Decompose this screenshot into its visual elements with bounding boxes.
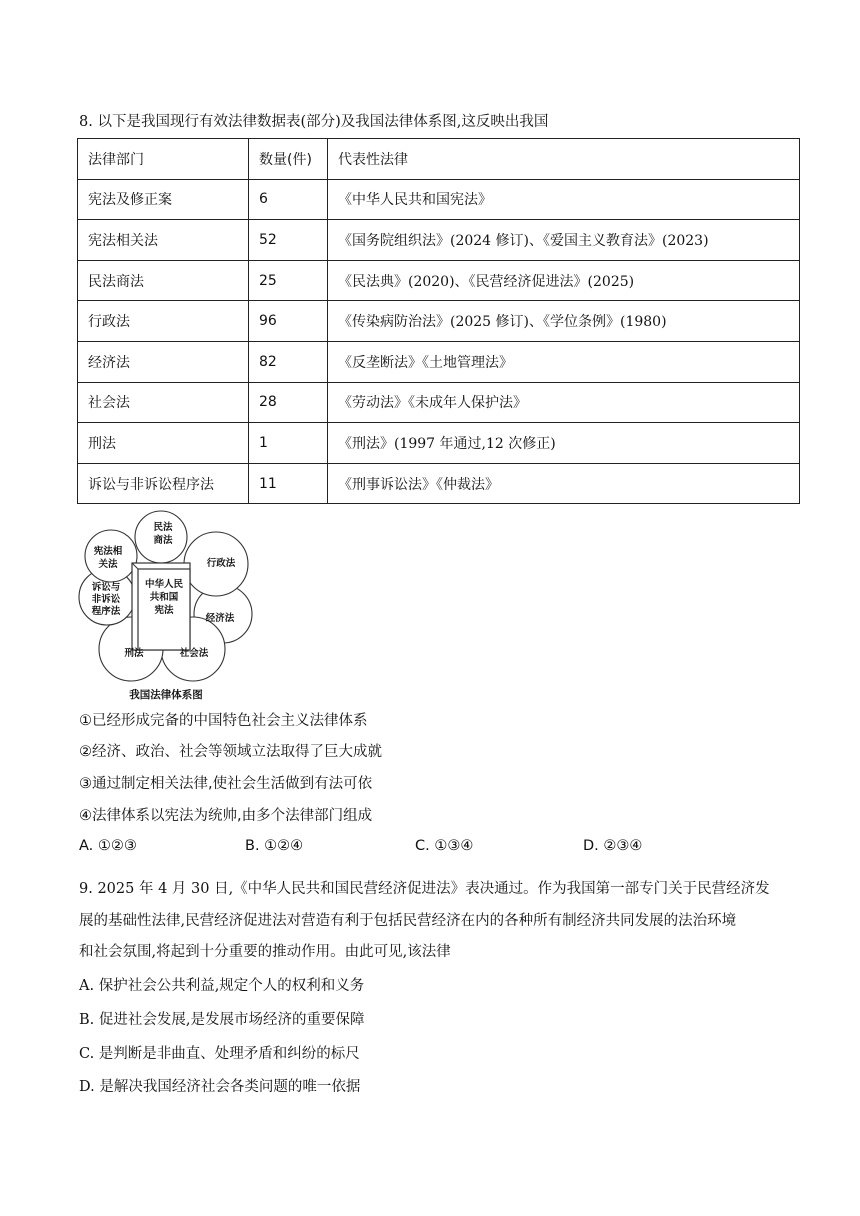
table-cell: 《民法典》(2020)、《民营经济促进法》(2025) — [328, 260, 800, 301]
table-cell: 1 — [249, 423, 328, 464]
header-cell: 数量(件) — [249, 139, 328, 180]
table-cell: 《刑事诉讼法》《仲裁法》 — [328, 463, 800, 504]
table-cell: 11 — [249, 463, 328, 504]
table-row — [78, 220, 800, 261]
table-cell: 25 — [249, 260, 328, 301]
table-cell: 刑法 — [78, 423, 249, 464]
table-cell: 民法商法 — [78, 260, 249, 301]
table-row — [78, 179, 800, 220]
table-row — [78, 301, 800, 342]
table-row — [78, 382, 800, 423]
table-cell: 《传染病防治法》(2025 修订)、《学位条例》(1980) — [328, 301, 800, 342]
table-row — [78, 463, 800, 504]
table-cell: 《刑法》(1997 年通过,12 次修正) — [328, 423, 800, 464]
petal-label-susong-2: 非诉讼 — [91, 594, 121, 605]
petal-label-minfa-1: 民法 — [153, 522, 173, 533]
q8-option-b: B. ①②④ — [245, 838, 304, 854]
header-cell: 代表性法律 — [328, 139, 800, 180]
q9-option-d: D. 是解决我国经济社会各类问题的唯一依据 — [79, 1079, 361, 1095]
table-row — [78, 341, 800, 382]
petal-label-susong-3: 程序法 — [91, 606, 121, 617]
table-cell: 《中华人民共和国宪法》 — [328, 179, 800, 220]
law-data-table — [77, 138, 800, 504]
table-row — [78, 423, 800, 464]
question-8-stem: 8. 以下是我国现行有效法律数据表(部分)及我国法律体系图,这反映出我国 — [79, 114, 549, 130]
statement-2: ②经济、政治、社会等领域立法取得了巨大成就 — [79, 744, 382, 760]
table-cell: 6 — [249, 179, 328, 220]
book-label-line2: 共和国 — [149, 592, 179, 603]
petal-label-xingzheng: 行政法 — [206, 558, 236, 569]
table-header-row — [78, 139, 800, 180]
statement-1: ①已经形成完备的中国特色社会主义法律体系 — [79, 713, 368, 729]
q9-option-c: C. 是判断是非曲直、处理矛盾和纠纷的标尺 — [79, 1046, 360, 1062]
table-row — [78, 260, 800, 301]
question-9-stem-line1: 9. 2025 年 4 月 30 日,《中华人民共和国民营经济促进法》表决通过。作为我国第一部专门关于民营经济发 — [79, 881, 770, 897]
table-cell: 《劳动法》《未成年人保护法》 — [328, 382, 800, 423]
petal-label-xianfa-xiangguan-2: 关法 — [98, 559, 118, 570]
petal-label-shehui: 社会法 — [179, 648, 209, 659]
table-cell: 82 — [249, 341, 328, 382]
petal-label-minfa-2: 商法 — [153, 535, 173, 546]
table-cell: 经济法 — [78, 341, 249, 382]
table-cell: 28 — [249, 382, 328, 423]
table-cell: 52 — [249, 220, 328, 261]
q8-option-a: A. ①②③ — [79, 838, 137, 854]
statement-4: ④法律体系以宪法为统帅,由多个法律部门组成 — [79, 808, 373, 824]
petal-label-xianfa-xiangguan-1: 宪法相 — [93, 546, 123, 557]
q9-option-b: B. 促进社会发展,是发展市场经济的重要保障 — [79, 1012, 365, 1028]
q8-option-c: C. ①③④ — [415, 838, 474, 854]
table-cell: 宪法及修正案 — [78, 179, 249, 220]
table-cell: 《国务院组织法》(2024 修订)、《爱国主义教育法》(2023) — [328, 220, 800, 261]
table-cell: 行政法 — [78, 301, 249, 342]
petal-label-susong-1: 诉讼与 — [91, 582, 121, 593]
q8-option-d: D. ②③④ — [583, 838, 643, 854]
question-9-stem-line3: 和社会氛围,将起到十分重要的推动作用。由此可见,该法律 — [79, 944, 451, 960]
header-cell: 法律部门 — [78, 139, 249, 180]
table-cell: 96 — [249, 301, 328, 342]
question-9-stem-line2: 展的基础性法律,民营经济促进法对营造有利于包括民营经济在内的各种所有制经济共同发展的法治环境 — [79, 913, 737, 929]
table-cell: 社会法 — [78, 382, 249, 423]
petal-label-xingfa: 刑法 — [124, 648, 144, 659]
table-cell: 《反垄断法》《土地管理法》 — [328, 341, 800, 382]
statement-3: ③通过制定相关法律,使社会生活做到有法可依 — [79, 776, 373, 792]
q9-option-a: A. 保护社会公共利益,规定个人的权利和义务 — [79, 978, 365, 994]
book-label-line1: 中华人民 — [144, 579, 184, 590]
book-label-line3: 宪法 — [154, 605, 174, 616]
petal-label-jingji: 经济法 — [205, 613, 235, 624]
table-cell: 宪法相关法 — [78, 220, 249, 261]
legal-system-diagram-svg — [76, 508, 256, 703]
legal-system-diagram — [76, 508, 256, 703]
table-cell: 诉讼与非诉讼程序法 — [78, 463, 249, 504]
diagram-caption: 我国法律体系图 — [129, 689, 203, 701]
